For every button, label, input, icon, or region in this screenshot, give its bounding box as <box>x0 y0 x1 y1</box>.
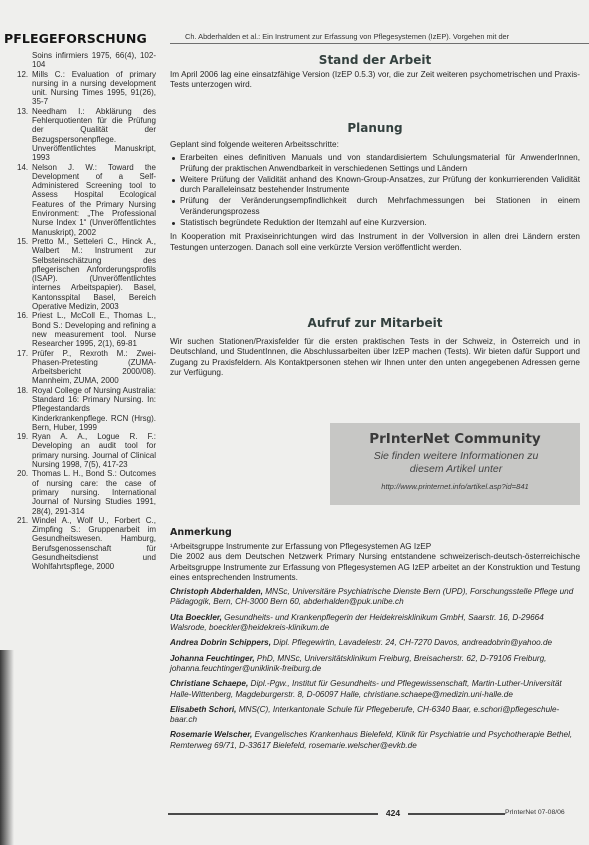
reference-text: Needham I.: Abklärung des Fehlerquotienten für die Prüfung der Qualität der Bezugspersonenpflege. Unveröffentlichtes Manuskript, 1993 <box>32 106 156 163</box>
contact-name: Elisabeth Schori, <box>170 704 237 714</box>
reference-number: 18. <box>17 385 29 395</box>
reference-text: Nelson J. W.: Toward the Development of a Self-Administered Screening tool to Assess Hospital Ecological Features of the Primary Nursing Environment: „The Professional Nurse Index 1“ (Unveröffentlichtes Manuskript), 2002 <box>32 162 156 237</box>
section-body-planung <box>170 140 580 253</box>
bullet-item <box>170 153 580 174</box>
reference-text: Pretto M., Setteleri C., Hinck A., Walbert M.: Instrument zur Selbsteinschätzung des pflegerischen Anforderungsprofils (ISAP). (Unveröffentlichtes internes Arbeitspapier). Basel, Kantonsspital Basel, Bereich Operative Medizin, 2003 <box>32 236 156 312</box>
contact-details: Dipl.-Pgw., Institut für Gesundheits- und Pflegewissenschaft, Martin-Luther-Universität Halle-Wittenberg, Magdeburgerstr. 8, D-06097 Halle, christiane.schaepe@medizin.uni-halle.de <box>170 679 562 699</box>
reference-number: 20. <box>17 469 29 479</box>
reference-list <box>17 51 156 572</box>
reference-item <box>17 311 156 348</box>
running-title: Ch. Abderhalden et al.: Ein Instrument zur Erfassung von Pflegesystemen (IzEP). Vorgehen mit der <box>185 32 510 41</box>
contact-entry <box>170 638 580 648</box>
contact-details: Gesundheits- und Krankenpflegerin der Heidekreisklinikum GmbH, Saarstr. 16, D-29664 Walsrode, boeckler@heidekreis-klinikum.de <box>170 612 544 633</box>
community-box-text: Sie finden weitere Informationen zu diesem Artikel unter <box>373 450 539 475</box>
reference-item <box>17 70 156 107</box>
reference-number: 15. <box>17 236 29 246</box>
section-heading-aufruf: Aufruf zur Mitarbeit <box>307 316 443 330</box>
reference-text: Ryan A. A., Logue R. F.: Developing an audit tool for primary nursing. Journal of Clinical Nursing 1998, 7(5), 417-23 <box>32 432 156 470</box>
reference-item <box>17 237 156 311</box>
contact-name: Uta Boeckler, <box>170 612 222 622</box>
anmerkung-text: Die 2002 aus dem Deutschen Netzwerk Primary Nursing entstandene schweizerisch-deutsch-österreichische Arbeitsgruppe Instrumente zur Erfassung von Pflegesystemen AG IzEP arbeitet an der Konstruktion und Testung eines entsprechenden Instruments. <box>170 552 580 582</box>
scan-edge-shadow <box>0 650 14 845</box>
contact-entry <box>170 613 580 634</box>
reference-item <box>17 469 156 515</box>
planung-text: In Kooperation mit Praxiseinrichtungen wird das Instrument in der Vollversion in allen drei Ländern ersten Testungen unterzogen. Danach soll eine verkürzte Version veröffentlicht werden. <box>170 232 580 252</box>
anmerkung-footnote: ¹Arbeitsgruppe Instrumente zur Erfassung von Pflegesystemen AG IzEP <box>170 542 432 551</box>
bullet-icon <box>172 179 175 182</box>
contact-name: Johanna Feuchtinger, <box>170 653 255 663</box>
bullet-item <box>170 218 580 228</box>
header-rule <box>170 43 589 44</box>
planung-bullet-list <box>170 153 580 228</box>
reference-number: 21. <box>17 515 29 525</box>
contact-name: Rosemarie Welscher, <box>170 730 253 740</box>
contact-name: Christoph Abderhalden, <box>170 587 263 597</box>
reference-number: 16. <box>17 311 29 321</box>
reference-number: 14. <box>17 162 29 172</box>
contact-details: Evangelisches Krankenhaus Bielefeld, Klinik für Psychiatrie und Psychotherapie Bethel, Remterweg 69/71, D-33617 Bielefeld, rosemarie.welscher@evkb.de <box>170 730 573 750</box>
bullet-text: Erarbeiten eines definitiven Manuals und von standardisiertem Schulungsmaterial für AnwenderInnen, Prüfung der praktischen Anwendbarkeit in verschiedenen Settings und Ländern <box>180 153 580 173</box>
planung-intro: Geplant sind folgende weiteren Arbeitsschritte: <box>170 140 339 149</box>
bullet-text: Statistisch begründete Reduktion der Itemzahl auf eine Kurzversion. <box>180 218 427 228</box>
bullet-text: Prüfung der Veränderungsempfindlichkeit durch Mehrfachmessungen bei Stationen in einem Veränderungsprozess <box>180 196 580 216</box>
contact-name: Christiane Schaepe, <box>170 679 249 689</box>
reference-text: Mills C.: Evaluation of primary nursing in a nursing development unit. Nursing Times 1995, 91(26), 35-7 <box>32 69 156 107</box>
reference-item <box>17 163 156 237</box>
reference-number: 19. <box>17 432 29 442</box>
community-box <box>330 423 580 505</box>
contact-name: Andrea Dobrin Schippers, <box>170 638 271 648</box>
contact-details: PhD, MNSc, Universitätsklinikum Freiburg, Breisacherstr. 62, D-79106 Freiburg, johanna.feuchtinger@uniklinik-freiburg.de <box>170 653 547 673</box>
page-number: 424 <box>378 807 408 819</box>
reference-text: Thomas L. H., Bond S.: Outcomes of nursing care: the case of primary nursing. International Journal of Nursing Studies 1991, 28(4), 291-314 <box>32 469 156 516</box>
community-box-title: PrInterNet Community <box>369 431 541 447</box>
contact-entry <box>170 654 580 675</box>
bullet-icon <box>172 200 175 203</box>
journal-logo: PFLEGEFORSCHUNG <box>4 31 147 46</box>
reference-item <box>17 386 156 432</box>
section-text-stand: Im April 2006 lag eine einsatzfähige Version (IzEP 0.5.3) vor, die zur Zeit weiteren psychometrischen und Praxis-Tests unterzogen wird. <box>170 70 580 90</box>
reference-number: 12. <box>17 69 29 79</box>
reference-text: Windel A., Wolf U., Forbert C., Zimpfing S.: Gruppenarbeit im Gesundheitswesen. Hamburg, Berufsgenossenschaft für Gesundheitsdienst und Wohlfahrtspflege, 2000 <box>32 515 156 572</box>
reference-number: 17. <box>17 348 29 358</box>
reference-item <box>17 349 156 386</box>
section-heading-planung: Planung <box>347 121 403 135</box>
reference-text: Royal College of Nursing Australia: Standard 16: Primary Nursing. In: Pflegestandards Kinderkrankenpflege. RCN (Hrsg). Bern, Huber, 1999 <box>32 385 156 432</box>
bullet-icon <box>172 157 175 160</box>
anmerkung-heading: Anmerkung <box>170 527 232 538</box>
contact-details: Dipl. Pflegewirtin, Lavadelestr. 24, CH-7270 Davos, andreadobrin@yahoo.de <box>273 638 553 648</box>
bullet-item <box>170 175 580 196</box>
contact-entry <box>170 679 580 700</box>
contact-details: MNSc, Universitäre Psychiatrische Dienste Bern (UPD), Forschungsstelle Pflege und Pädagogik, Bern, CH-3000 Bern 60, abderhalden@puk.unibe.ch <box>170 587 574 607</box>
reference-item <box>17 432 156 469</box>
reference-item <box>17 107 156 163</box>
bullet-item <box>170 196 580 217</box>
reference-number: 13. <box>17 106 29 116</box>
journal-issue: PrInterNet 07-08/06 <box>505 808 589 818</box>
contact-entry <box>170 730 580 751</box>
contact-details: MNS(C), Interkantonale Schule für Pflegeberufe, CH-6340 Baar, e.schori@pflegeschule-baar.ch <box>170 704 560 725</box>
bullet-text: Weitere Prüfung der Validität anhand des Known-Group-Ansatzes, zur Prüfung der konkurrierenden Validität durch Paralleleinsatz bestehender Instrumente <box>180 174 580 195</box>
contact-entry <box>170 705 580 726</box>
community-box-url: http://www.printernet.info/artikel.asp?id=841 <box>381 482 529 491</box>
contact-entry <box>170 587 580 608</box>
anmerkung-section <box>170 527 580 756</box>
reference-item <box>17 516 156 572</box>
reference-text: Prüfer P., Rexroth M.: Zwei-Phasen-Pretesting (ZUMA-Arbeitsbericht 2000/08). Mannheim, ZUMA, 2000 <box>32 348 156 386</box>
reference-continuation: Soins infirmiers 1975, 66(4), 102-104 <box>32 51 156 70</box>
bullet-icon <box>172 222 175 225</box>
section-heading-stand: Stand der Arbeit <box>318 53 432 67</box>
section-text-aufruf: Wir suchen Stationen/Praxisfelder für die ersten praktischen Tests in der Schweiz, in Österreich und in Deutschland, und StudentInnen, die Abschlussarbeiten über IzEP machen (Tests). Wir bieten dafür Support und Zugang zu Praxisfeldern. Als Kontaktpersonen stehen wir Ihnen unter den unten angegebenen Adressen gerne zur Verfügung. <box>170 337 580 377</box>
reference-text: Priest L., McColl E., Thomas L., Bond S.: Developing and refining a new measurement tool. Nurse Researcher 1995, 2(1), 69-81 <box>32 311 156 349</box>
